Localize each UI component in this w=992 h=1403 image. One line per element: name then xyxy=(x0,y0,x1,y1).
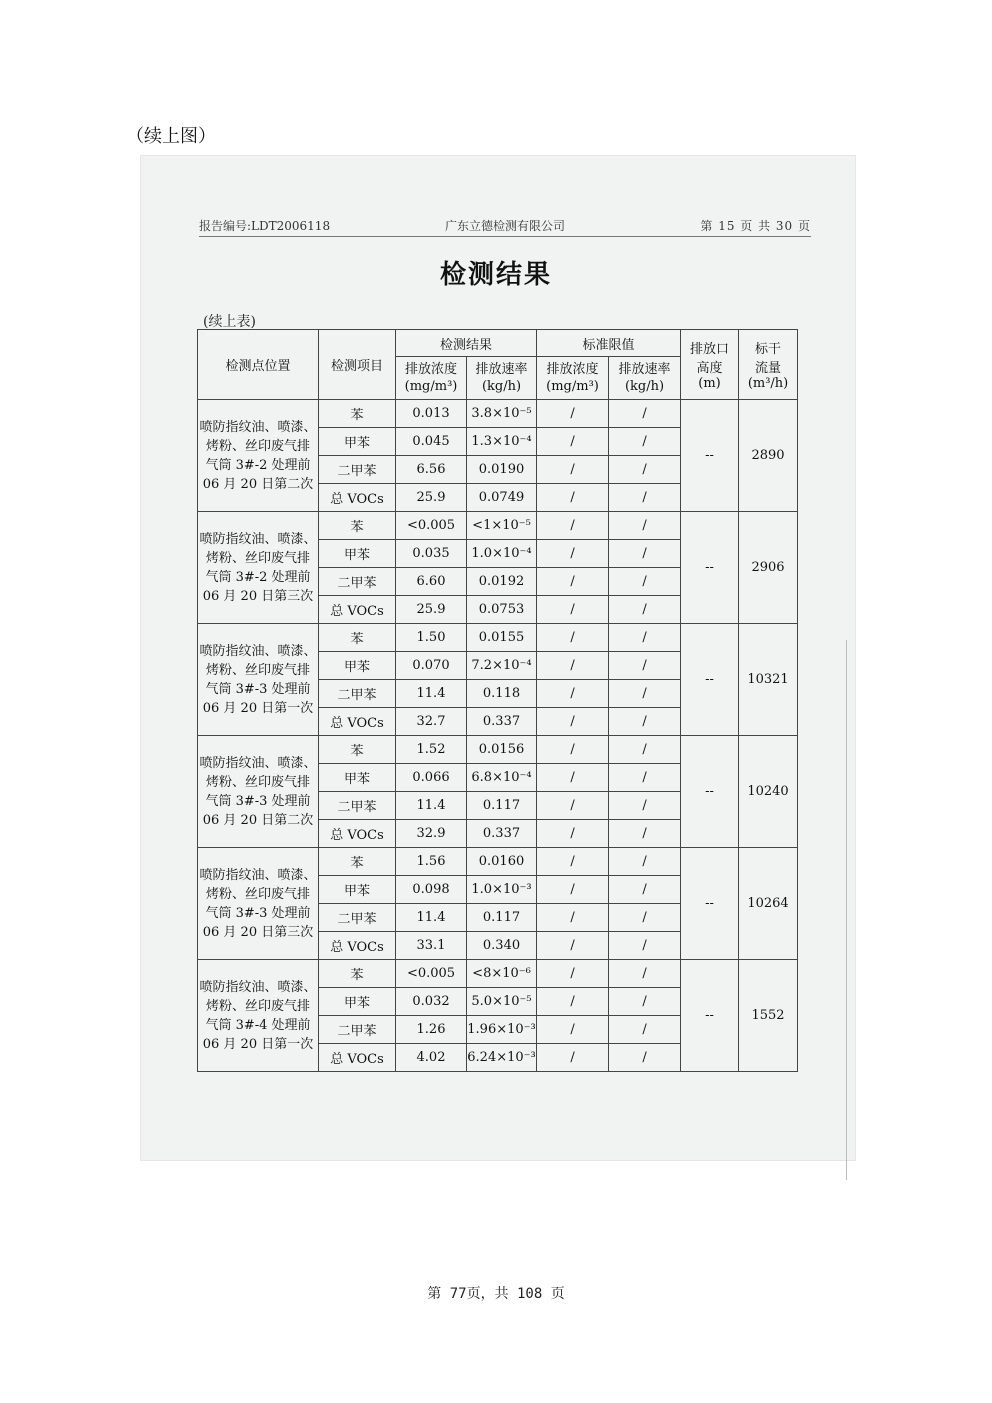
concentration-cell: 0.013 xyxy=(396,400,467,428)
rate-cell: 1.0×10⁻³ xyxy=(467,876,537,904)
limit-concentration-cell: / xyxy=(537,540,609,568)
rate-cell: 6.8×10⁻⁴ xyxy=(467,764,537,792)
item-cell: 二甲苯 xyxy=(319,568,396,596)
limit-rate-cell: / xyxy=(609,904,681,932)
limit-concentration-cell: / xyxy=(537,792,609,820)
item-cell: 二甲苯 xyxy=(319,1016,396,1044)
header-limit-group: 标准限值 xyxy=(537,330,681,357)
item-cell: 总 VOCs xyxy=(319,932,396,960)
concentration-cell: 6.60 xyxy=(396,568,467,596)
header-location: 检测点位置 xyxy=(198,330,319,400)
rate-cell: 3.8×10⁻⁵ xyxy=(467,400,537,428)
rate-cell: 0.0749 xyxy=(467,484,537,512)
rate-cell: 7.2×10⁻⁴ xyxy=(467,652,537,680)
concentration-cell: 11.4 xyxy=(396,792,467,820)
item-cell: 总 VOCs xyxy=(319,596,396,624)
limit-rate-cell: / xyxy=(609,400,681,428)
concentration-cell: <0.005 xyxy=(396,512,467,540)
location-cell xyxy=(198,848,319,960)
location-line: 喷防指纹油、喷漆、 xyxy=(199,643,317,659)
header-outlet-height-line1: 排放口 xyxy=(690,342,730,357)
header-limit-rate-label: 排放速率 xyxy=(618,362,671,377)
header-outlet-height-line2: 高度 xyxy=(696,361,723,376)
location-line: 喷防指纹油、喷漆、 xyxy=(199,979,317,995)
header-outlet-height-unit: (m) xyxy=(698,376,721,391)
concentration-cell: 1.26 xyxy=(396,1016,467,1044)
header-concentration-label: 排放浓度 xyxy=(404,362,457,377)
location-line: 气筒 3#-2 处理前 xyxy=(205,569,311,585)
item-cell: 苯 xyxy=(319,848,396,876)
item-cell: 二甲苯 xyxy=(319,792,396,820)
limit-rate-cell: / xyxy=(609,456,681,484)
rate-cell: 0.0156 xyxy=(467,736,537,764)
limit-concentration-cell: / xyxy=(537,568,609,596)
item-cell: 二甲苯 xyxy=(319,904,396,932)
limit-concentration-cell: / xyxy=(537,484,609,512)
limit-concentration-cell: / xyxy=(537,680,609,708)
flow-cell: 10264 xyxy=(739,848,798,960)
limit-concentration-cell: / xyxy=(537,848,609,876)
header-result-concentration xyxy=(396,357,467,400)
rate-cell: 0.117 xyxy=(467,792,537,820)
header-rate-label: 排放速率 xyxy=(475,362,528,377)
item-cell: 苯 xyxy=(319,512,396,540)
page-footer: 第 77页，共 108 页 xyxy=(427,1286,565,1302)
header-limit-concentration xyxy=(537,357,609,400)
location-line: 气筒 3#-3 处理前 xyxy=(205,793,311,809)
limit-rate-cell: / xyxy=(609,428,681,456)
rate-cell: 0.117 xyxy=(467,904,537,932)
header-flow-line2: 流量 xyxy=(755,361,782,376)
limit-concentration-cell: / xyxy=(537,708,609,736)
limit-concentration-cell: / xyxy=(537,456,609,484)
limit-concentration-cell: / xyxy=(537,624,609,652)
rate-cell: 6.24×10⁻³ xyxy=(467,1044,537,1072)
limit-concentration-cell: / xyxy=(537,820,609,848)
rate-cell: 5.0×10⁻⁵ xyxy=(467,988,537,1016)
location-cell xyxy=(198,736,319,848)
location-line: 喷防指纹油、喷漆、 xyxy=(199,419,317,435)
rate-cell: 1.3×10⁻⁴ xyxy=(467,428,537,456)
limit-concentration-cell: / xyxy=(537,400,609,428)
limit-rate-cell: / xyxy=(609,680,681,708)
limit-rate-cell: / xyxy=(609,932,681,960)
rate-cell: 1.96×10⁻³ xyxy=(467,1016,537,1044)
outlet-height-cell: -- xyxy=(681,736,739,848)
location-cell xyxy=(198,624,319,736)
item-cell: 二甲苯 xyxy=(319,456,396,484)
report-header xyxy=(199,217,811,235)
report-company: 广东立德检测有限公司 xyxy=(444,219,565,233)
report-page: 第 15 页 共 30 页 xyxy=(700,219,811,233)
limit-rate-cell: / xyxy=(609,484,681,512)
location-line: 烤粉、丝印废气排 xyxy=(205,998,310,1014)
item-cell: 甲苯 xyxy=(319,876,396,904)
concentration-cell: 0.032 xyxy=(396,988,467,1016)
item-cell: 苯 xyxy=(319,400,396,428)
limit-concentration-cell: / xyxy=(537,1016,609,1044)
rate-cell: 0.0192 xyxy=(467,568,537,596)
location-cell xyxy=(198,512,319,624)
concentration-cell: 4.02 xyxy=(396,1044,467,1072)
rate-cell: <1×10⁻⁵ xyxy=(467,512,537,540)
limit-concentration-cell: / xyxy=(537,428,609,456)
item-cell: 甲苯 xyxy=(319,428,396,456)
header-flow xyxy=(739,330,798,400)
limit-rate-cell: / xyxy=(609,596,681,624)
rate-cell: 0.0155 xyxy=(467,624,537,652)
header-flow-unit: (m³/h) xyxy=(747,376,789,391)
outlet-height-cell: -- xyxy=(681,624,739,736)
concentration-cell: 1.50 xyxy=(396,624,467,652)
flow-cell: 2890 xyxy=(739,400,798,512)
item-cell: 苯 xyxy=(319,736,396,764)
limit-rate-cell: / xyxy=(609,1044,681,1072)
item-cell: 苯 xyxy=(319,624,396,652)
concentration-cell: 0.035 xyxy=(396,540,467,568)
header-row-1 xyxy=(198,330,798,357)
location-line: 气筒 3#-2 处理前 xyxy=(205,457,311,473)
item-cell: 甲苯 xyxy=(319,652,396,680)
concentration-cell: 0.066 xyxy=(396,764,467,792)
header-divider xyxy=(199,236,811,237)
item-cell: 总 VOCs xyxy=(319,484,396,512)
limit-concentration-cell: / xyxy=(537,876,609,904)
concentration-cell: 32.7 xyxy=(396,708,467,736)
header-flow-line1: 标干 xyxy=(755,342,782,357)
limit-concentration-cell: / xyxy=(537,988,609,1016)
location-line: 06 月 20 日第二次 xyxy=(202,476,314,492)
concentration-cell: 33.1 xyxy=(396,932,467,960)
results-table xyxy=(197,329,798,1072)
header-limit-rate-unit: (kg/h) xyxy=(624,379,665,394)
limit-concentration-cell: / xyxy=(537,596,609,624)
table-row xyxy=(198,848,798,876)
outlet-height-cell: -- xyxy=(681,848,739,960)
scan-edge-line xyxy=(846,640,847,1180)
header-concentration-unit: (mg/m³) xyxy=(404,379,458,394)
limit-rate-cell: / xyxy=(609,540,681,568)
page-title: 检测结果 xyxy=(439,260,552,290)
limit-concentration-cell: / xyxy=(537,736,609,764)
concentration-cell: 32.9 xyxy=(396,820,467,848)
table-continued-note: (续上表) xyxy=(203,314,256,330)
concentration-cell: <0.005 xyxy=(396,960,467,988)
location-line: 气筒 3#-4 处理前 xyxy=(205,1017,311,1033)
limit-rate-cell: / xyxy=(609,960,681,988)
concentration-cell: 0.098 xyxy=(396,876,467,904)
limit-concentration-cell: / xyxy=(537,652,609,680)
concentration-cell: 0.070 xyxy=(396,652,467,680)
table-row xyxy=(198,400,798,428)
table-row xyxy=(198,624,798,652)
limit-rate-cell: / xyxy=(609,792,681,820)
concentration-cell: 25.9 xyxy=(396,596,467,624)
rate-cell: 0.337 xyxy=(467,708,537,736)
flow-cell: 10240 xyxy=(739,736,798,848)
concentration-cell: 1.56 xyxy=(396,848,467,876)
header-rate-unit: (kg/h) xyxy=(481,379,522,394)
header-limit-concentration-label: 排放浓度 xyxy=(546,362,599,377)
limit-rate-cell: / xyxy=(609,848,681,876)
rate-cell: 0.340 xyxy=(467,932,537,960)
table-row xyxy=(198,960,798,988)
outlet-height-cell: -- xyxy=(681,960,739,1072)
outlet-height-cell: -- xyxy=(681,512,739,624)
location-line: 烤粉、丝印废气排 xyxy=(205,662,310,678)
header-outlet-height xyxy=(681,330,739,400)
flow-cell: 10321 xyxy=(739,624,798,736)
limit-concentration-cell: / xyxy=(537,960,609,988)
rate-cell: 0.0753 xyxy=(467,596,537,624)
item-cell: 甲苯 xyxy=(319,540,396,568)
location-line: 06 月 20 日第三次 xyxy=(202,588,314,604)
location-line: 气筒 3#-3 处理前 xyxy=(205,905,311,921)
header-limit-concentration-unit: (mg/m³) xyxy=(546,379,599,394)
limit-rate-cell: / xyxy=(609,764,681,792)
limit-rate-cell: / xyxy=(609,988,681,1016)
rate-cell: 0.337 xyxy=(467,820,537,848)
location-cell xyxy=(198,960,319,1072)
item-cell: 甲苯 xyxy=(319,764,396,792)
location-line: 喷防指纹油、喷漆、 xyxy=(199,755,317,771)
item-cell: 总 VOCs xyxy=(319,820,396,848)
header-limit-rate xyxy=(609,357,681,400)
limit-concentration-cell: / xyxy=(537,932,609,960)
item-cell: 苯 xyxy=(319,960,396,988)
location-line: 06 月 20 日第三次 xyxy=(202,924,314,940)
limit-rate-cell: / xyxy=(609,708,681,736)
location-line: 喷防指纹油、喷漆、 xyxy=(199,867,317,883)
concentration-cell: 25.9 xyxy=(396,484,467,512)
location-line: 烤粉、丝印废气排 xyxy=(205,774,310,790)
table-row xyxy=(198,512,798,540)
limit-rate-cell: / xyxy=(609,876,681,904)
concentration-cell: 11.4 xyxy=(396,680,467,708)
table-row xyxy=(198,736,798,764)
limit-rate-cell: / xyxy=(609,652,681,680)
item-cell: 甲苯 xyxy=(319,988,396,1016)
concentration-cell: 1.52 xyxy=(396,736,467,764)
limit-rate-cell: / xyxy=(609,512,681,540)
flow-cell: 1552 xyxy=(739,960,798,1072)
limit-rate-cell: / xyxy=(609,624,681,652)
limit-rate-cell: / xyxy=(609,1016,681,1044)
flow-cell: 2906 xyxy=(739,512,798,624)
limit-concentration-cell: / xyxy=(537,512,609,540)
results-body xyxy=(198,400,798,1072)
concentration-cell: 0.045 xyxy=(396,428,467,456)
rate-cell: 1.0×10⁻⁴ xyxy=(467,540,537,568)
location-line: 烤粉、丝印废气排 xyxy=(205,438,310,454)
continued-caption: （续上图） xyxy=(126,126,216,147)
location-line: 06 月 20 日第二次 xyxy=(202,812,314,828)
limit-concentration-cell: / xyxy=(537,1044,609,1072)
rate-cell: 0.0190 xyxy=(467,456,537,484)
rate-cell: <8×10⁻⁶ xyxy=(467,960,537,988)
item-cell: 总 VOCs xyxy=(319,708,396,736)
limit-rate-cell: / xyxy=(609,736,681,764)
outlet-height-cell: -- xyxy=(681,400,739,512)
location-line: 06 月 20 日第一次 xyxy=(202,1036,314,1052)
rate-cell: 0.118 xyxy=(467,680,537,708)
item-cell: 二甲苯 xyxy=(319,680,396,708)
location-line: 气筒 3#-3 处理前 xyxy=(205,681,311,697)
location-cell xyxy=(198,400,319,512)
concentration-cell: 11.4 xyxy=(396,904,467,932)
limit-concentration-cell: / xyxy=(537,764,609,792)
location-line: 喷防指纹油、喷漆、 xyxy=(199,531,317,547)
header-result-group: 检测结果 xyxy=(396,330,537,357)
limit-rate-cell: / xyxy=(609,568,681,596)
rate-cell: 0.0160 xyxy=(467,848,537,876)
item-cell: 总 VOCs xyxy=(319,1044,396,1072)
limit-rate-cell: / xyxy=(609,820,681,848)
header-item: 检测项目 xyxy=(319,330,396,400)
report-number: 报告编号:LDT2006118 xyxy=(199,219,331,233)
limit-concentration-cell: / xyxy=(537,904,609,932)
concentration-cell: 6.56 xyxy=(396,456,467,484)
location-line: 烤粉、丝印废气排 xyxy=(205,886,310,902)
header-result-rate xyxy=(467,357,537,400)
location-line: 烤粉、丝印废气排 xyxy=(205,550,310,566)
location-line: 06 月 20 日第一次 xyxy=(202,700,314,716)
